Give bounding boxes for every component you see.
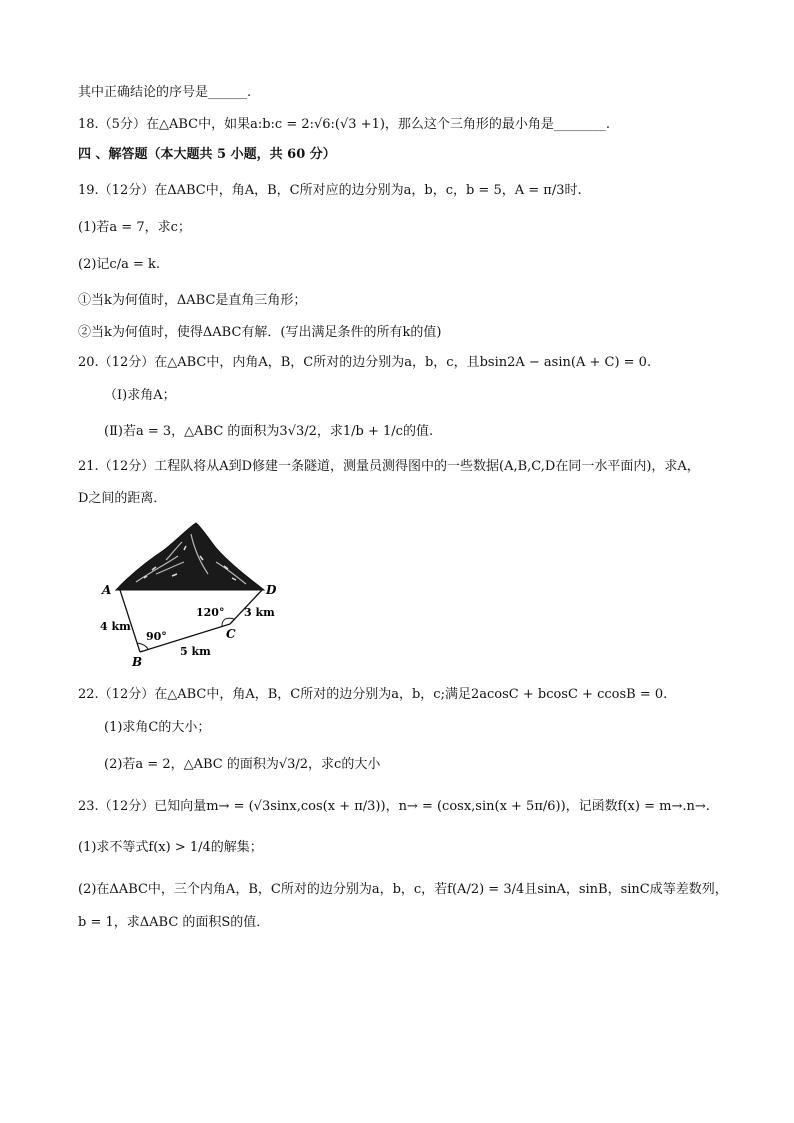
label-AB: 4 km bbox=[100, 620, 131, 633]
q23-part2: (2)在ΔABC中，三个内角A，B，C所对的边分别为a，b，c，若f(A/2) = 3/4且sinA，sinB，sinC成等差数列， bbox=[78, 882, 728, 897]
q19-sub1: ①当k为何值时，ΔABC是直角三角形； bbox=[78, 293, 307, 308]
question-19: 19.（12分）在ΔABC中，角A，B，C所对应的边分别为a，b，c，b = 5，A = π/3时. bbox=[78, 183, 582, 198]
question-18: 18.（5分）在△ABC中，如果a:b:c = 2:√6:(√3 +1)，那么这个三角形的最小角是________. bbox=[78, 117, 611, 132]
label-BC: 5 km bbox=[180, 645, 211, 658]
text-line: 其中正确结论的序号是______. bbox=[78, 85, 252, 100]
label-D: D bbox=[266, 583, 277, 597]
q20-part2: (Ⅱ)若a = 3，△ABC 的面积为3√3/2，求1/b + 1/c的值. bbox=[104, 424, 434, 439]
q19-part1: (1)若a = 7，求c； bbox=[78, 220, 191, 235]
label-B: B bbox=[132, 655, 143, 669]
q19-sub2: ②当k为何值时，使得ΔABC有解．(写出满足条件的所有k的值) bbox=[78, 325, 442, 340]
label-C: C bbox=[226, 627, 236, 641]
label-angle-B: 90° bbox=[146, 630, 167, 643]
section-heading: 四 、解答题（本大题共 5 小题，共 60 分） bbox=[78, 147, 336, 162]
question-21: 21.（12分）工程队将从A到D修建一条隧道，测量员测得图中的一些数据(A,B,C,D在同一水平面内)，求A， bbox=[78, 459, 700, 474]
q22-part2: (2)若a = 2，△ABC 的面积为√3/2，求c的大小 bbox=[104, 757, 381, 772]
question-20: 20.（12分）在△ABC中，内角A，B，C所对的边分别为a，b，c，且bsin2A − asin(A + C) = 0. bbox=[78, 355, 652, 370]
question-23: 23.（12分）已知向量m→ = (√3sinx,cos(x + π/3))，n→ = (cosx,sin(x + 5π/6))，记函数f(x) = m→.n→. bbox=[78, 799, 710, 814]
question-21-cont: D之间的距离． bbox=[78, 491, 167, 506]
q20-part1: （Ⅰ)求角A； bbox=[104, 388, 176, 403]
tunnel-figure bbox=[96, 516, 286, 672]
q23-part1: (1)求不等式f(x) > 1/4的解集； bbox=[78, 840, 263, 855]
q22-part1: (1)求角C的大小； bbox=[104, 720, 211, 735]
q23-part2-cont: b = 1，求ΔABC 的面积S的值． bbox=[78, 915, 270, 930]
question-22: 22.（12分）在△ABC中，角A，B，C所对的边分别为a，b，c;满足2acosC + bcosC + ccosB = 0. bbox=[78, 687, 668, 702]
label-CD: 3 km bbox=[244, 606, 275, 619]
q19-part2: (2)记c/a = k. bbox=[78, 257, 160, 272]
label-A: A bbox=[102, 583, 112, 597]
label-angle-C: 120° bbox=[196, 606, 225, 619]
